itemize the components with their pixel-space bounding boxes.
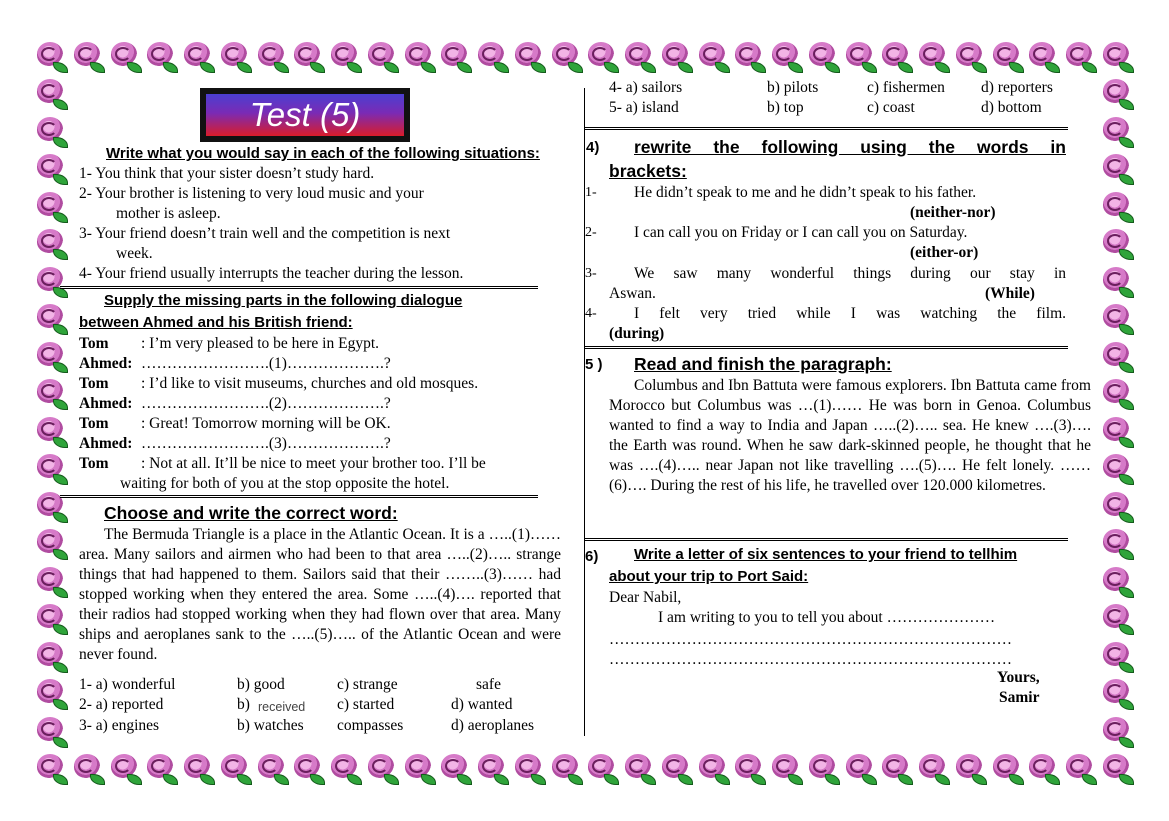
option: 4- a) sailors bbox=[609, 79, 683, 96]
flower-icon bbox=[659, 40, 693, 74]
flower-icon bbox=[71, 40, 105, 74]
flower-icon bbox=[34, 415, 68, 449]
option: c) started bbox=[337, 696, 395, 713]
flower-icon bbox=[1100, 490, 1134, 524]
option: 5- a) island bbox=[609, 99, 679, 116]
option: d) bottom bbox=[981, 99, 1042, 116]
section5-heading: Read and finish the paragraph: bbox=[634, 354, 892, 374]
flower-icon bbox=[1026, 40, 1060, 74]
dialogue-line bbox=[79, 454, 486, 474]
flower-icon bbox=[585, 752, 619, 786]
dialogue-line bbox=[79, 354, 391, 374]
flower-icon bbox=[769, 40, 803, 74]
option: 2- a) reported bbox=[79, 696, 164, 713]
flower-icon bbox=[549, 752, 583, 786]
flower-icon bbox=[953, 752, 987, 786]
flower-icon bbox=[328, 40, 362, 74]
s4-hint: (neither-nor) bbox=[910, 204, 996, 221]
flower-icon bbox=[438, 40, 472, 74]
flower-icon bbox=[769, 752, 803, 786]
flower-icon bbox=[475, 752, 509, 786]
flower-icon bbox=[1100, 302, 1134, 336]
speaker: Tom bbox=[79, 375, 109, 392]
flower-icon bbox=[1100, 415, 1134, 449]
option: safe bbox=[476, 676, 501, 693]
s4-hint: (either-or) bbox=[910, 244, 979, 261]
flower-icon bbox=[1100, 152, 1134, 186]
dialogue-text: …………………….(1)……………….? bbox=[141, 355, 391, 372]
flower-icon bbox=[144, 40, 178, 74]
dialogue-line-cont: waiting for both of you at the stop opposite the hotel. bbox=[120, 475, 450, 492]
flower-icon bbox=[365, 40, 399, 74]
letter-closing: Yours, bbox=[997, 669, 1040, 686]
flower-icon bbox=[34, 377, 68, 411]
section5-number: 5 ) bbox=[585, 356, 603, 373]
flower-icon bbox=[1100, 190, 1134, 224]
flower-icon bbox=[108, 40, 142, 74]
flower-icon bbox=[512, 752, 546, 786]
flower-icon bbox=[585, 40, 619, 74]
s1-item: mother is asleep. bbox=[116, 205, 221, 222]
speaker: Ahmed: bbox=[79, 395, 133, 412]
flower-icon bbox=[34, 115, 68, 149]
dialogue-text: …………………….(3)……………….? bbox=[141, 435, 391, 452]
s4-hint: (While) bbox=[985, 285, 1035, 302]
divider bbox=[584, 127, 1068, 130]
test-title: Test (5) bbox=[249, 96, 361, 133]
flower-icon bbox=[34, 527, 68, 561]
s1-item: week. bbox=[116, 245, 153, 262]
dialogue-text: : I’m very pleased to be here in Egypt. bbox=[141, 335, 380, 352]
dialogue-text: …………………….(2)……………….? bbox=[141, 395, 391, 412]
option: b) bbox=[237, 696, 250, 713]
section3-heading: Choose and write the correct word: bbox=[104, 503, 398, 523]
s1-item: 1- You think that your sister doesn’t study hard. bbox=[79, 165, 375, 182]
flower-icon bbox=[402, 40, 436, 74]
dialogue-line bbox=[79, 414, 391, 434]
flower-icon bbox=[1100, 40, 1134, 74]
flower-icon bbox=[34, 715, 68, 749]
flower-icon bbox=[144, 752, 178, 786]
flower-icon bbox=[34, 77, 68, 111]
s4-item: He didn’t speak to me and he didn’t speak to his father. bbox=[634, 184, 977, 201]
flower-icon bbox=[990, 40, 1024, 74]
flower-icon bbox=[34, 340, 68, 374]
s5-paragraph: Columbus and Ibn Battuta were famous explorers. Ibn Battuta came from Morocco but Columbus was …(1)…… He was born in Genoa. Columbus wanted to find a way to India and Japan …..(2)….. sea. He knew ….(3)…. the Earth was round. When he saw dark-skinned people, he thought that he was ….(4)….. near Japan not like travelling ….(5)…. He felt lonely. ……(6)…. During the rest of his life, he travelled over 120.000 kilometres. bbox=[609, 377, 1091, 494]
speaker: Tom bbox=[79, 415, 109, 432]
flower-icon bbox=[990, 752, 1024, 786]
dialogue-line bbox=[79, 394, 391, 414]
flower-icon bbox=[1100, 227, 1134, 261]
flower-icon bbox=[34, 452, 68, 486]
flower-icon bbox=[34, 227, 68, 261]
flower-icon bbox=[806, 752, 840, 786]
flower-icon bbox=[108, 752, 142, 786]
s4-item-cont: Aswan. bbox=[609, 285, 656, 302]
flower-icon bbox=[1100, 640, 1134, 674]
dialogue-line bbox=[79, 374, 478, 394]
dialogue-text: : I’d like to visit museums, churches and old mosques. bbox=[141, 375, 479, 392]
section2-heading-cont: between Ahmed and his British friend: bbox=[79, 314, 353, 331]
option: c) coast bbox=[867, 99, 915, 116]
flower-icon bbox=[181, 40, 215, 74]
flower-icon bbox=[34, 565, 68, 599]
s4-hint: (during) bbox=[609, 325, 665, 342]
section4-number: 4) bbox=[586, 139, 600, 156]
flower-icon bbox=[1100, 715, 1134, 749]
s4-num: 3- bbox=[585, 266, 597, 281]
section2-heading: Supply the missing parts in the following dialogue bbox=[104, 292, 463, 309]
option: 1- a) wonderful bbox=[79, 676, 176, 693]
flower-icon bbox=[879, 40, 913, 74]
flower-icon bbox=[1026, 752, 1060, 786]
option: b) good bbox=[237, 676, 285, 693]
flower-icon bbox=[1100, 602, 1134, 636]
option: b) pilots bbox=[767, 79, 819, 96]
option: compasses bbox=[337, 717, 404, 734]
divider bbox=[584, 346, 1068, 349]
s1-item: 4- Your friend usually interrupts the teacher during the lesson. bbox=[79, 265, 464, 282]
flower-icon bbox=[34, 302, 68, 336]
title-banner bbox=[200, 88, 410, 142]
flower-icon bbox=[1100, 752, 1134, 786]
flower-icon bbox=[916, 752, 950, 786]
flower-icon bbox=[291, 752, 325, 786]
option: d) reporters bbox=[981, 79, 1053, 96]
flower-icon bbox=[1100, 115, 1134, 149]
flower-icon bbox=[1100, 340, 1134, 374]
letter-greeting: Dear Nabil, bbox=[609, 589, 682, 606]
speaker: Tom bbox=[79, 335, 109, 352]
dialogue-text: : Great! Tomorrow morning will be OK. bbox=[141, 415, 391, 432]
flower-icon bbox=[1100, 527, 1134, 561]
s1-item: 3- Your friend doesn’t train well and the competition is next bbox=[79, 225, 451, 242]
flower-icon bbox=[1100, 452, 1134, 486]
s1-item: 2- Your brother is listening to very loud music and your bbox=[79, 185, 424, 202]
option: received bbox=[258, 700, 306, 714]
flower-icon bbox=[806, 40, 840, 74]
flower-icon bbox=[843, 752, 877, 786]
option: 3- a) engines bbox=[79, 717, 160, 734]
flower-icon bbox=[255, 40, 289, 74]
flower-icon bbox=[659, 752, 693, 786]
flower-icon bbox=[34, 152, 68, 186]
flower-icon bbox=[732, 752, 766, 786]
divider bbox=[60, 286, 538, 289]
s4-num: 4- bbox=[585, 306, 597, 321]
s4-num: 2- bbox=[585, 225, 597, 240]
flower-icon bbox=[696, 40, 730, 74]
s4-item: I can call you on Friday or I can call you on Saturday. bbox=[634, 224, 968, 241]
flower-icon bbox=[1063, 752, 1097, 786]
speaker: Ahmed: bbox=[79, 435, 133, 452]
section6-number: 6) bbox=[585, 548, 599, 565]
flower-icon bbox=[622, 752, 656, 786]
option: b) top bbox=[767, 99, 804, 116]
speaker: Ahmed: bbox=[79, 355, 133, 372]
option: d) wanted bbox=[451, 696, 513, 713]
option: b) watches bbox=[237, 717, 304, 734]
flower-icon bbox=[218, 752, 252, 786]
section4-heading-cont: brackets: bbox=[609, 161, 687, 181]
dialogue-text: : Not at all. It’ll be nice to meet your brother too. I’ll be bbox=[141, 455, 486, 472]
flower-icon bbox=[953, 40, 987, 74]
dialogue-line bbox=[79, 434, 391, 454]
flower-icon bbox=[34, 190, 68, 224]
option: c) fishermen bbox=[867, 79, 945, 96]
section1-heading: Write what you would say in each of the following situations: bbox=[106, 145, 540, 162]
divider bbox=[60, 495, 538, 498]
flower-icon bbox=[1100, 377, 1134, 411]
flower-icon bbox=[402, 752, 436, 786]
letter-line: …………………………………………………………………… bbox=[609, 651, 1012, 668]
flower-icon bbox=[1100, 77, 1134, 111]
flower-icon bbox=[291, 40, 325, 74]
flower-icon bbox=[181, 752, 215, 786]
flower-icon bbox=[34, 752, 68, 786]
flower-icon bbox=[843, 40, 877, 74]
flower-icon bbox=[34, 640, 68, 674]
flower-icon bbox=[916, 40, 950, 74]
flower-icon bbox=[34, 677, 68, 711]
flower-icon bbox=[328, 752, 362, 786]
letter-line: I am writing to you to tell you about ………………… bbox=[658, 609, 996, 626]
divider bbox=[584, 538, 1068, 541]
flower-icon bbox=[1100, 677, 1134, 711]
flower-icon bbox=[1100, 565, 1134, 599]
flower-icon bbox=[34, 265, 68, 299]
flower-icon bbox=[732, 40, 766, 74]
flower-icon bbox=[512, 40, 546, 74]
flower-icon bbox=[71, 752, 105, 786]
letter-line: …………………………………………………………………… bbox=[609, 631, 1012, 648]
flower-icon bbox=[1063, 40, 1097, 74]
flower-icon bbox=[218, 40, 252, 74]
flower-icon bbox=[34, 602, 68, 636]
flower-icon bbox=[879, 752, 913, 786]
letter-signature: Samir bbox=[999, 689, 1040, 706]
flower-icon bbox=[1100, 265, 1134, 299]
flower-icon bbox=[365, 752, 399, 786]
dialogue-line bbox=[79, 334, 379, 354]
flower-icon bbox=[696, 752, 730, 786]
flower-icon bbox=[255, 752, 289, 786]
section6-heading: Write a letter of six sentences to your friend to tellhim bbox=[634, 546, 1018, 563]
s4-item: We saw many wonderful things during our stay in bbox=[634, 265, 1066, 282]
flower-icon bbox=[34, 40, 68, 74]
s4-num: 1- bbox=[585, 185, 597, 200]
speaker: Tom bbox=[79, 455, 109, 472]
option: c) strange bbox=[337, 676, 398, 693]
flower-icon bbox=[549, 40, 583, 74]
flower-icon bbox=[438, 752, 472, 786]
flower-icon bbox=[475, 40, 509, 74]
s3-paragraph: The Bermuda Triangle is a place in the Atlantic Ocean. It is a …..(1)…… area. Many sailors and airmen who had been to that area …..(2)….. strange things that had happened to them. Sailors said that their ……..(3)…… had stopped working when they entered the area. Some …..(4)…. reported that their radios had stopped working when they had flown over that area. Many ships and aeroplanes sank to the …..(5)….. of the Atlantic Ocean and were never found. bbox=[79, 526, 561, 663]
s4-item: I felt very tried while I was watching the film. bbox=[634, 305, 1066, 322]
section6-heading-cont: about your trip to Port Said: bbox=[609, 568, 809, 585]
section4-heading: rewrite the following using the words in bbox=[634, 137, 1066, 157]
option: d) aeroplanes bbox=[451, 717, 535, 734]
flower-icon bbox=[622, 40, 656, 74]
